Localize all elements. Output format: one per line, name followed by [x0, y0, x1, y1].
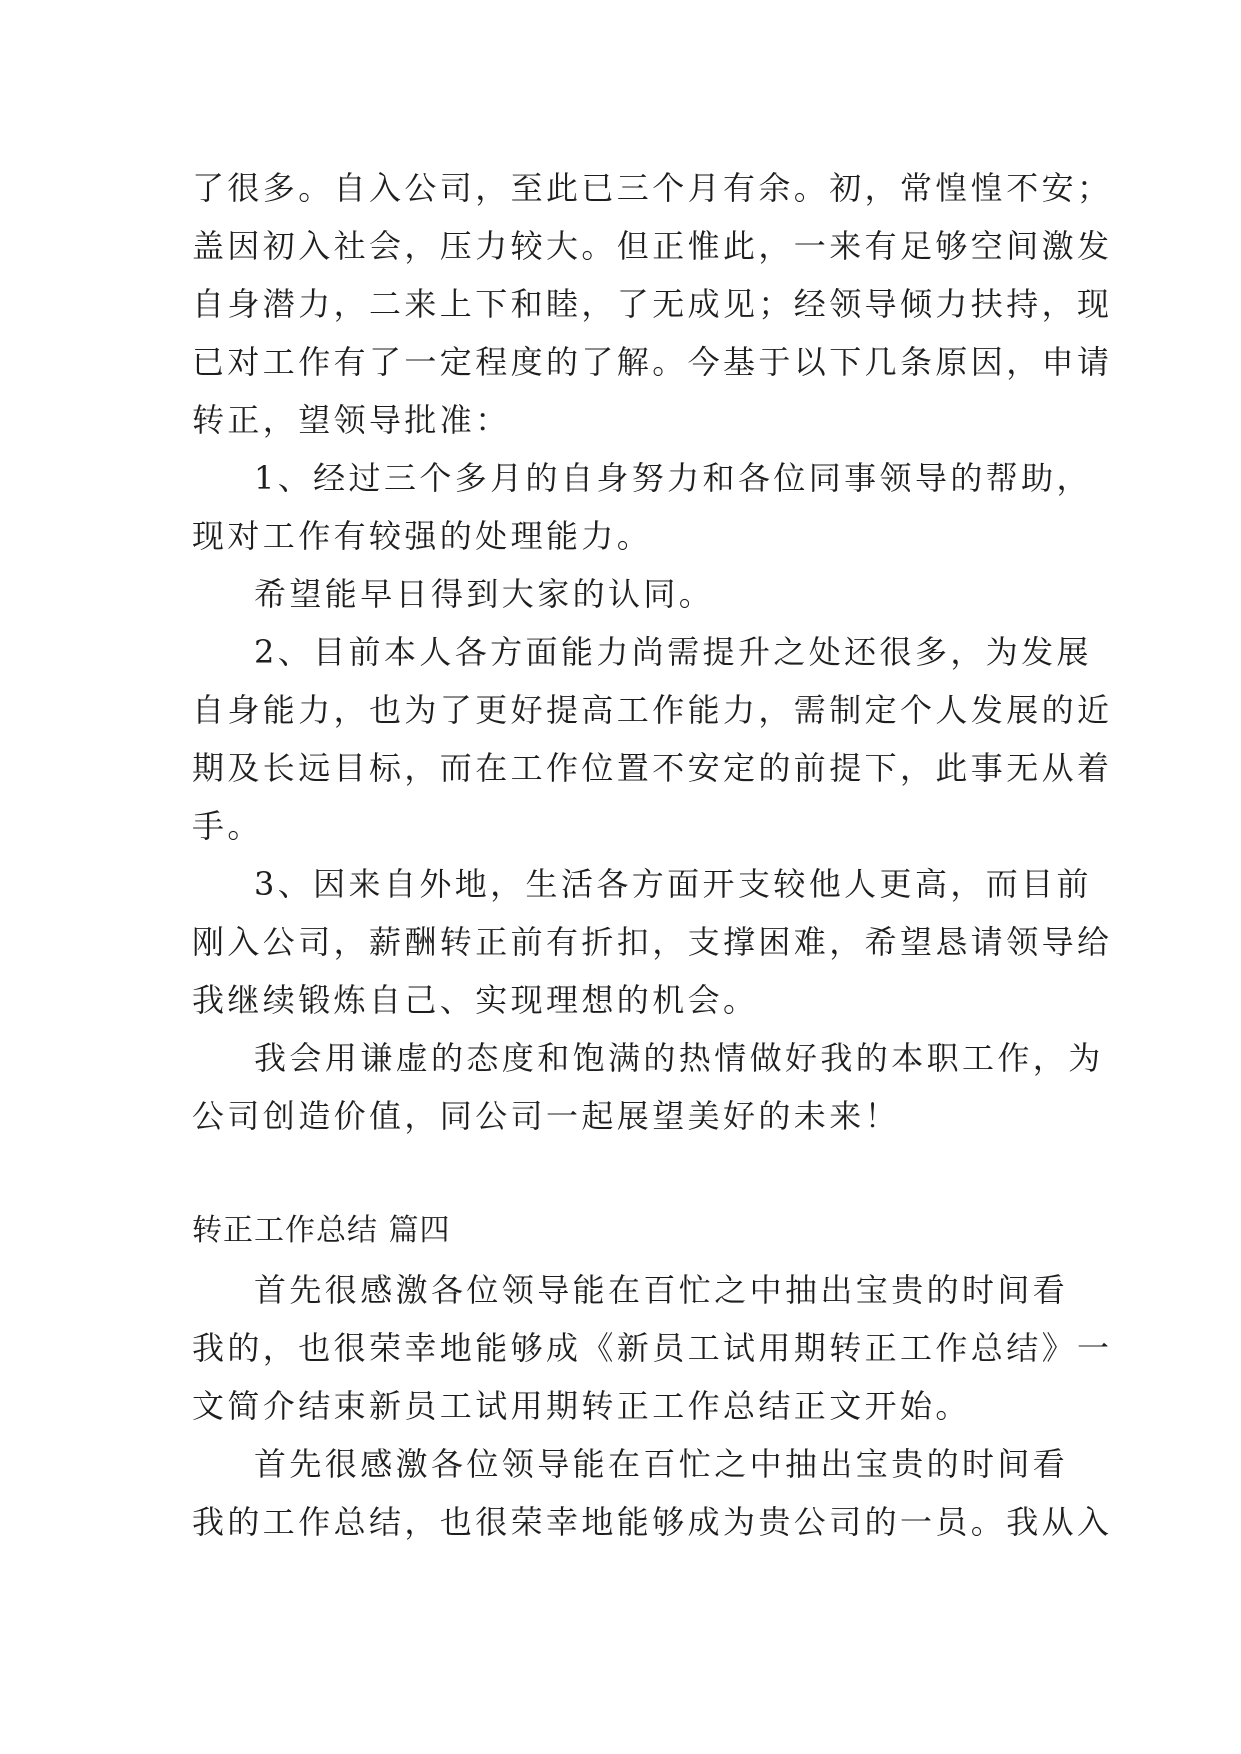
paragraph-line: 自身能力，也为了更好提高工作能力，需制定个人发展的近 [192, 691, 1113, 729]
paragraph-line: 希望能早日得到大家的认同。 [254, 575, 715, 613]
paragraph-line: 3、因来自外地，生活各方面开支较他人更高，而目前 [254, 865, 1092, 903]
paragraph-line: 现对工作有较强的处理能力。 [192, 517, 653, 555]
paragraph-line: 已对工作有了一定程度的了解。今基于以下几条原因，申请 [192, 343, 1113, 381]
paragraph-line: 公司创造价值，同公司一起展望美好的未来！ [192, 1097, 901, 1135]
paragraph-line: 盖因初入社会，压力较大。但正惟此，一来有足够空间激发 [192, 227, 1113, 265]
paragraph-line: 转正，望领导批准： [192, 401, 511, 439]
paragraph-line: 自身潜力，二来上下和睦，了无成见；经领导倾力扶持，现 [192, 285, 1113, 323]
paragraph-line: 了很多。自入公司，至此已三个月有余。初，常惶惶不安； [192, 169, 1113, 207]
paragraph-line: 我的，也很荣幸地能够成《新员工试用期转正工作总结》一 [192, 1329, 1113, 1367]
paragraph-line: 期及长远目标，而在工作位置不安定的前提下，此事无从着 [192, 749, 1113, 787]
paragraph-line: 首先很感激各位领导能在百忙之中抽出宝贵的时间看 [254, 1271, 1069, 1309]
paragraph-line: 我继续锻炼自己、实现理想的机会。 [192, 981, 759, 1019]
paragraph-line: 2、目前本人各方面能力尚需提升之处还很多，为发展 [254, 633, 1092, 671]
paragraph-line: 手。 [192, 807, 263, 845]
paragraph-line: 刚入公司，薪酬转正前有折扣，支撑困难，希望恳请领导给 [192, 923, 1113, 961]
section-heading: 转正工作总结 篇四 [192, 1213, 451, 1248]
paragraph-line: 我的工作总结，也很荣幸地能够成为贵公司的一员。我从入 [192, 1503, 1113, 1541]
paragraph-line: 首先很感激各位领导能在百忙之中抽出宝贵的时间看 [254, 1445, 1069, 1483]
paragraph-line: 文简介结束新员工试用期转正工作总结正文开始。 [192, 1387, 971, 1425]
paragraph-line: 1、经过三个多月的自身努力和各位同事领导的帮助， [254, 459, 1092, 497]
paragraph-line: 我会用谦虚的态度和饱满的热情做好我的本职工作，为 [254, 1039, 1104, 1077]
